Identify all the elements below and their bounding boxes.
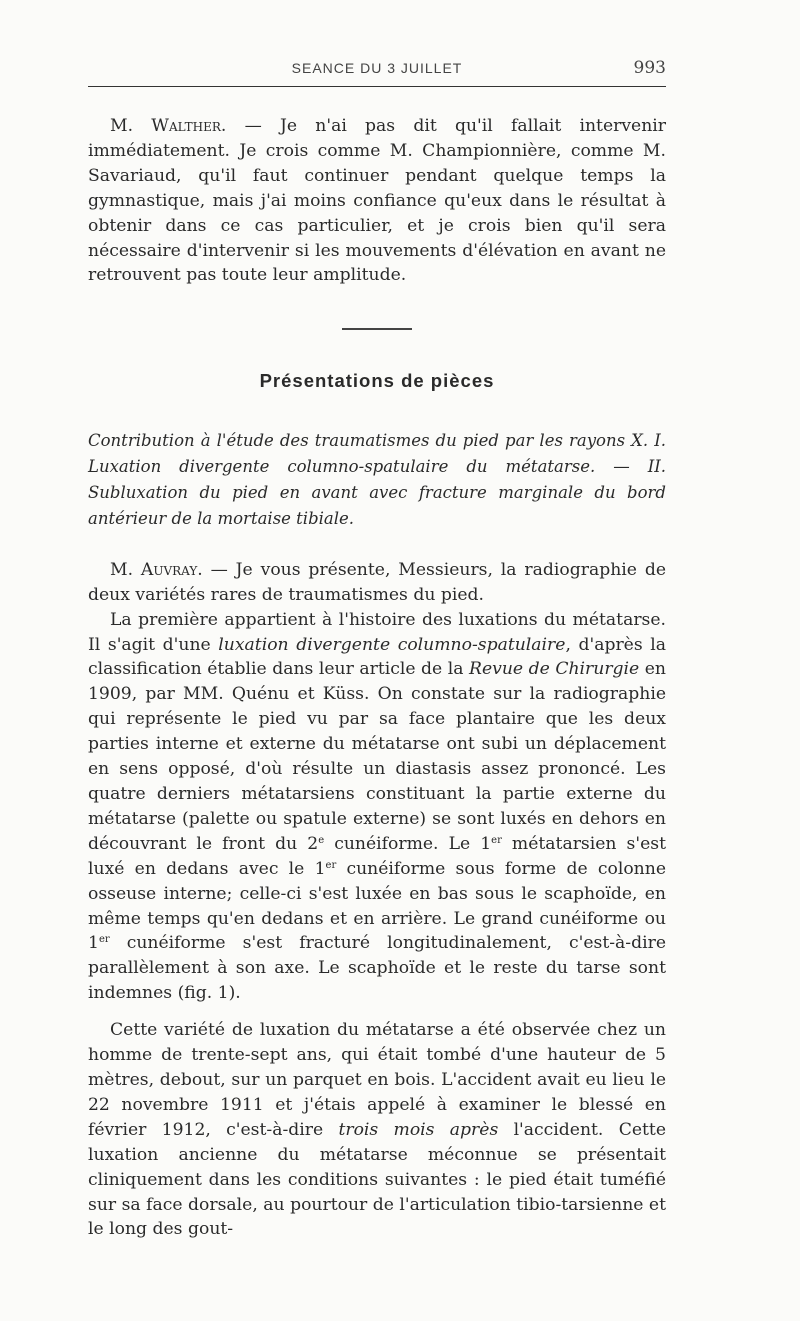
subject-heading: Contribution à l'étude des traumatismes du pied par les rayons X. I. Luxation divergente columno-spatulaire du métatarse. — II. Subluxation du pied en avant avec fracture marginale du bord antérieur de la mortaise tibiale. xyxy=(88,430,666,528)
text-run: cunéiforme sous forme de colonne osseuse interne; celle-ci s'est luxée en bas sous le scaphoïde, en même temps qu'en dedans et en arrière. Le grand cunéiforme ou 1 xyxy=(88,858,666,954)
text-run: cunéiforme. Le 1 xyxy=(324,833,492,854)
text-run: La première appartient à l'histoire des luxations du métatarse. Il s'agit d'une xyxy=(88,609,666,655)
superscript: e xyxy=(318,834,325,846)
text-run: Cette variété de luxation du métatarse a été observée chez un homme de trente-sept ans, qui était tombé d'une hauteur de 5 mètres, debout, sur un parquet en bois. L'accident avait eu lieu le 22 novembre 1911 et j'étais appelé à examiner le blessé en février 1912, c'est-à-dire xyxy=(88,1020,666,1140)
paragraph-text: — Je vous présente, Messieurs, la radiographie de deux variétés rares de traumatismes du pied. xyxy=(88,559,666,605)
text-run: , d'après la classification établie dans leur article de la xyxy=(88,634,666,680)
running-head xyxy=(88,52,666,87)
speaker-name: M. Walther. xyxy=(110,116,227,136)
text-run: métatarsien s'est luxé en dedans avec le 1 xyxy=(88,833,666,879)
paragraph-case xyxy=(88,1018,666,1242)
superscript: er xyxy=(491,834,502,846)
speaker-name: M. Auvray. xyxy=(110,559,203,580)
paragraph-walther xyxy=(88,114,666,288)
italic-run: trois mois après xyxy=(338,1119,499,1140)
section-title: Présentations de pièces xyxy=(259,369,495,391)
text-run: l'accident. Cette luxation ancienne du métatarse méconnue se présentait cliniquement dans les conditions suivantes : le pied était tuméfié sur sa face dorsale, au pourtour de l'articulation tibio-tarsienne et le long des gout- xyxy=(88,1119,667,1240)
superscript: er xyxy=(98,934,110,946)
superscript: er xyxy=(325,859,337,871)
text-run: cunéiforme s'est fracturé longitudinalement, c'est-à-dire parallèlement à son axe. Le scaphoïde et le reste du tarse sont indemnes (fig. 1). xyxy=(88,933,666,1004)
section-divider xyxy=(342,328,412,330)
paragraph-luxation xyxy=(88,608,666,1007)
page-number: 993 xyxy=(633,58,666,78)
text-run: en 1909, par MM. Quénu et Küss. On constate sur la radiographie qui représente le pied vu par sa face plantaire que les deux parties interne et externe du métatarse ont subi un déplacement en sens opposé, d'où résulte un diastasis assez prononcé. Les quatre derniers métatarsiens constituant la partie externe du métatarse (palette ou spatule externe) se sont luxés en dehors en découvrant le front du 2 xyxy=(88,659,666,854)
paragraph-auvray xyxy=(88,558,666,608)
italic-run: luxation divergente columno-spatulaire xyxy=(218,634,566,655)
paragraph-text: — Je n'ai pas dit qu'il fallait intervenir immédiatement. Je crois comme M. Championnière, comme M. Savariaud, qu'il faut continuer pendant quelque temps la gymnastique, mais j'ai moins confiance qu'eux dans le résultat à obtenir dans ce cas particulier, et je crois bien qu'il sera nécessaire d'intervenir si les mouvements d'élévation en avant ne retrouvent pas toute leur amplitude. xyxy=(88,116,666,286)
page xyxy=(88,52,666,1242)
running-head-title: SEANCE DU 3 JUILLET xyxy=(291,60,463,76)
italic-run: Revue de Chirurgie xyxy=(469,659,640,680)
